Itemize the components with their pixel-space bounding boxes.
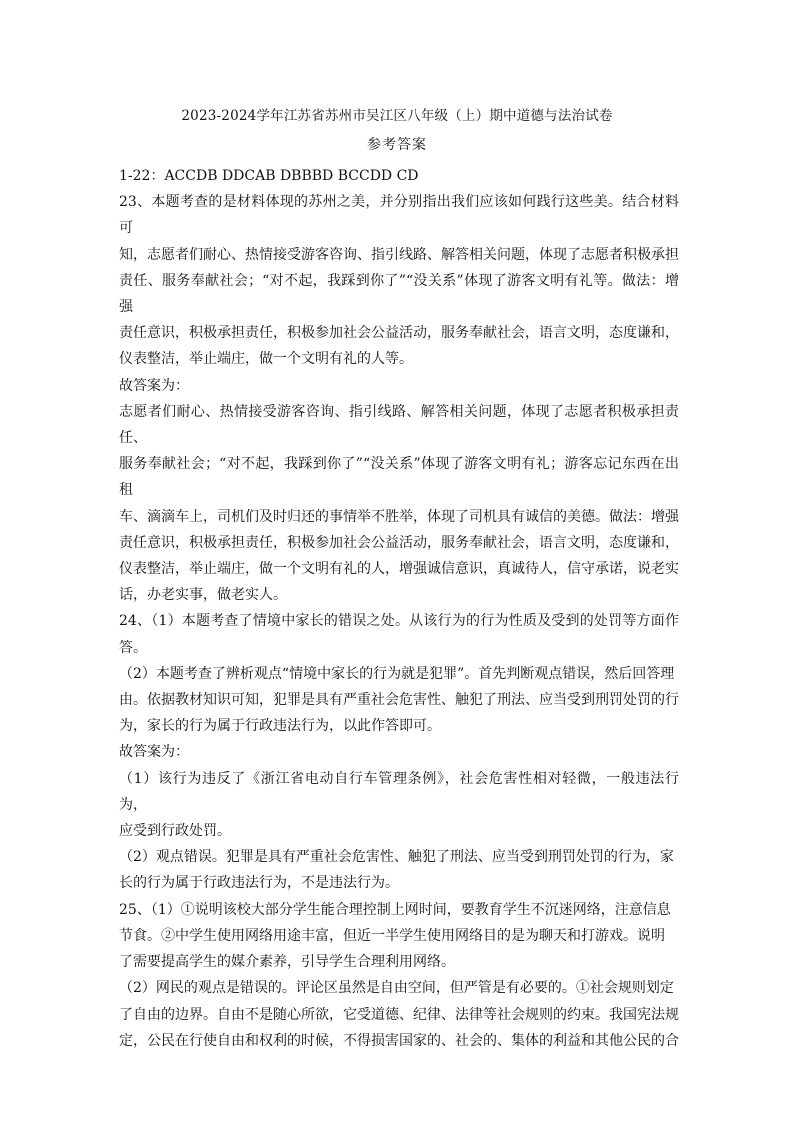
text-line: 由。依据教材知识可知，犯罪是具有严重社会危害性、触犯了刑法、应当受到刑罚处罚的行 — [119, 692, 679, 709]
text-line: 23、本题考查的是材料体现的苏州之美，并分别指出我们应该如何践行这些美。结合材料可 — [119, 194, 679, 237]
text-line: 25、（1）①说明该校大部分学生能合理控制上网时间，要教育学生不沉迷网络，注意信息 — [119, 901, 671, 918]
text-line: 定，公民在行使自由和权利的时候，不得损害国家的、社会的、集体的利益和其他公民的合 — [119, 1032, 679, 1049]
text-line: （1）该行为违反了《浙江省电动自行车管理条例》，社会危害性相对轻微，一般违法行为， — [119, 770, 679, 813]
text-line: 责任意识，积极承担责任，积极参加社会公益活动，服务奉献社会，语言文明，态度谦和， — [119, 534, 679, 551]
text-line: （2）本题考查了辨析观点“情境中家长的行为就是犯罪”。首先判断观点错误，然后回答理 — [119, 665, 675, 682]
answer-key-line: 1-22：ACCDB DDCAB DBBBD BCCDD CD — [119, 168, 419, 184]
page-title: 2023-2024学年江苏省苏州市吴江区八年级（上）期中道德与法治试卷 — [181, 108, 613, 124]
text-line: 节食。②中学生使用网络用途丰富，但近一半学生使用网络目的是为聊天和打游戏。说明 — [119, 927, 665, 944]
text-line: 仪表整洁，举止端庄，做一个文明有礼的人，增强诚信意识，真诚待人，信守承诺，说老实 — [119, 561, 679, 578]
text-line: 了需要提高学生的媒介素养，引导学生合理利用网络。 — [119, 954, 455, 971]
page-subtitle: 参考答案 — [367, 137, 427, 153]
text-line: 应受到行政处罚。 — [119, 823, 231, 840]
text-line: 故答案为： — [119, 744, 189, 761]
text-line: 服务奉献社会；“对不起，我踩到你了”“没关系”体现了游客文明有礼；游客忘记东西在出租 — [119, 456, 679, 499]
text-line: （2）观点错误。犯罪是具有严重社会危害性、触犯了刑法、应当受到刑罚处罚的行为，家 — [119, 849, 674, 866]
text-line: 责任意识，积极承担责任，积极参加社会公益活动，服务奉献社会，语言文明，态度谦和， — [119, 325, 679, 342]
text-line: （2）网民的观点是错误的。评论区虽然是自由空间，但严管是有必要的。①社会规则划定 — [119, 980, 674, 997]
text-line: 仪表整洁，举止端庄，做一个文明有礼的人等。 — [119, 351, 413, 368]
text-line: 志愿者们耐心、热情接受游客咨询、指引线路、解答相关问题，体现了志愿者积极承担责任、 — [119, 403, 679, 447]
text-line: 知，志愿者们耐心、热情接受游客咨询、指引线路、解答相关问题，体现了志愿者积极承担 — [119, 246, 679, 263]
text-line: 了自由的边界。自由不是随心所欲，它受道德、纪律、法律等社会规则的约束。我国宪法规 — [119, 1006, 679, 1023]
text-line: 话，办老实事，做老实人。 — [119, 587, 287, 604]
text-line: 长的行为属于行政违法行为，不是违法行为。 — [119, 875, 399, 892]
text-line: 责任、服务奉献社会；“对不起，我踩到你了”“没关系”体现了游客文明有礼等。做法：增强 — [119, 272, 679, 316]
text-line: 24、（1）本题考查了情境中家长的错误之处。从该行为的行为性质及受到的处罚等方面作答。 — [119, 613, 679, 656]
text-line: 为，家长的行为属于行政违法行为，以此作答即可。 — [119, 718, 441, 735]
text-line: 车、滴滴车上，司机们及时归还的事情举不胜举，体现了司机具有诚信的美德。做法：增强 — [119, 508, 679, 525]
answer-body — [119, 163, 679, 1054]
text-line: 故答案为： — [119, 377, 189, 394]
